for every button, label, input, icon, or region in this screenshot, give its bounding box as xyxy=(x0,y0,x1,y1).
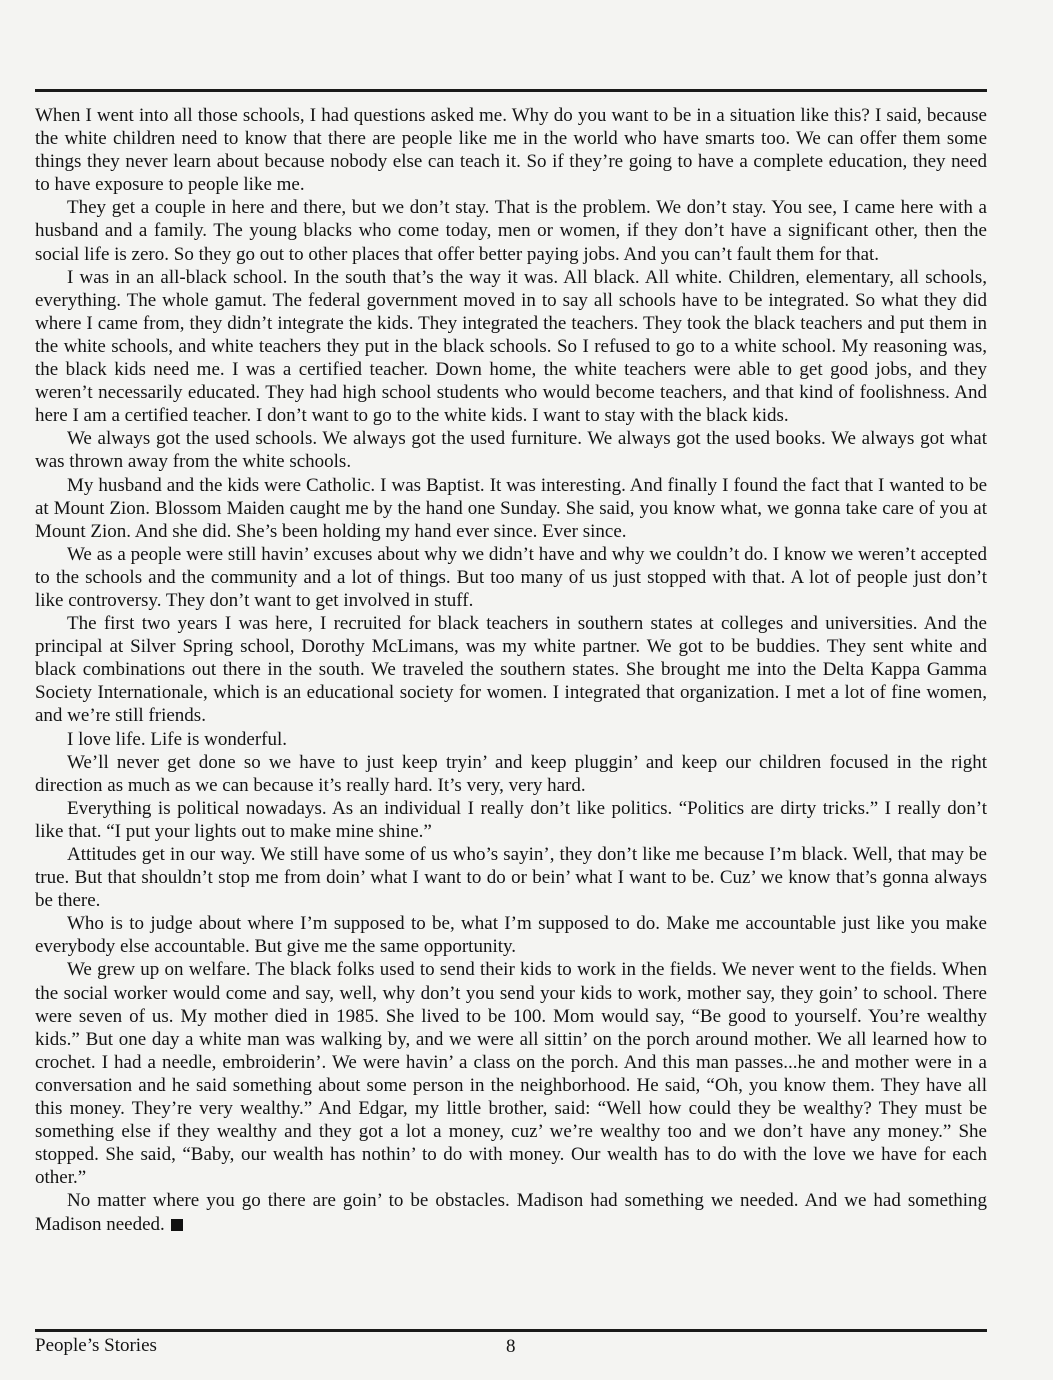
paragraph: We as a people were still havin’ excuses about why we didn’t have and why we couldn’t do. I know we weren’t accepted to the schools and the community and a lot of things. But too many of us just stopped with that. A lot of people just don’t like controversy. They don’t want to get involved in stuff. xyxy=(35,543,987,611)
bottom-rule xyxy=(35,1329,987,1332)
paragraph: Who is to judge about where I’m supposed to be, what I’m supposed to do. Make me accountable just like you make everybody else accountable. But give me the same opportunity. xyxy=(35,913,987,958)
paragraph: We always got the used schools. We always got the used furniture. We always got the used books. We always got what was thrown away from the white schools. xyxy=(35,428,987,473)
paragraph-text: No matter where you go there are goin’ to be obstacles. Madison had something we needed. And we had something Madison needed. xyxy=(35,1190,987,1235)
paragraph: We’ll never get done so we have to just keep tryin’ and keep pluggin’ and keep our children focused in the right direction as much as we can because it’s really hard. It’s very, very hard. xyxy=(35,751,987,796)
page-number: 8 xyxy=(506,1336,516,1357)
paragraph: We grew up on welfare. The black folks used to send their kids to work in the fields. We never went to the fields. When the social worker would come and say, well, why don’t you send your kids to work, mother say, they goin’ to school. There were seven of us. My mother died in 1985. She lived to be 100. Mom would say, “Be good to yourself. You’re wealthy kids.” But one day a white man was walking by, and we were all sittin’ on the porch around mother. We all learned how to crochet. I had a needle, embroiderin’. We were havin’ a class on the porch. And this man passes...he and mother were in a conversation and he said something about some person in the neighborhood. He said, “Oh, you know them. They have all this money. They’re very wealthy.” And Edgar, my little brother, said: “Well how could they be wealthy? They must be something else if they wealthy and they got a lot a money, cuz’ we’re wealthy too and we don’t have any money.” She stopped. She said, “Baby, our wealth has nothin’ to do with money. Our wealth has to do with the love we have for each other.” xyxy=(35,959,987,1189)
paragraph: The first two years I was here, I recruited for black teachers in southern states at colleges and universities. And the principal at Silver Spring school, Dorothy McLimans, was my white partner. We got to be buddies. They sent white and black combinations out there in the south. We traveled the southern states. She brought me into the Delta Kappa Gamma Society Internationale, which is an educational society for women. I integrated that organization. I met a lot of fine women, and we’re still friends. xyxy=(35,613,987,727)
paragraph: I love life. Life is wonderful. xyxy=(67,728,288,750)
final-paragraph xyxy=(35,1189,987,1235)
paragraph: Attitudes get in our way. We still have some of us who’s sayin’, they don’t like me because I’m black. Well, that may be true. But that shouldn’t stop me from doin’ what I want to do or bein’ what I want to be. Cuz’ we know that’s gonna always be there. xyxy=(35,844,987,912)
paragraph: My husband and the kids were Catholic. I was Baptist. It was interesting. And finally I found the fact that I wanted to be at Mount Zion. Blossom Maiden caught me by the hand one Sunday. She said, you know what, we gonna take care of you at Mount Zion. And she did. She’s been holding my hand ever since. Ever since. xyxy=(35,474,987,542)
paragraph: I was in an all-black school. In the south that’s the way it was. All black. All white. Children, elementary, all schools, everything. The whole gamut. The federal government moved in to say all schools have to be integrated. So what they did where I came from, they didn’t integrate the kids. They integrated the teachers. They took the black teachers and put them in the white schools, and white teachers they put in the black schools. So I refused to go to a white school. My reasoning was, the black kids need me. I was a certified teacher. Down home, the white teachers were able to get good jobs, and they weren’t necessarily educated. They had high school students who would become teachers, and that kind of foolishness. And here I am a certified teacher. I don’t want to go to the white kids. I want to stay with the black kids. xyxy=(35,266,987,427)
paragraph: They get a couple in here and there, but we don’t stay. That is the problem. We don’t stay. You see, I came here with a husband and a family. The young blacks who come today, men or women, if they don’t have a significant other, then the social life is zero. So they go out to other places that offer better paying jobs. And you can’t fault them for that. xyxy=(35,197,987,265)
footer-publication-title: People’s Stories xyxy=(35,1335,157,1356)
article-body xyxy=(35,104,987,1236)
top-rule xyxy=(35,89,987,92)
paragraph: Everything is political nowadays. As an individual I really don’t like politics. “Politics are dirty tricks.” I really don’t like that. “I put your lights out to make mine shine.” xyxy=(35,797,987,842)
end-of-article-square-icon xyxy=(171,1219,183,1231)
paragraph: When I went into all those schools, I had questions asked me. Why do you want to be in a situation like this? I said, because the white children need to know that there are people like me in the world who have smarts too. We can offer them some things they never learn about because nobody else can teach it. So if they’re going to have a complete education, they need to have exposure to people like me. xyxy=(35,105,987,196)
